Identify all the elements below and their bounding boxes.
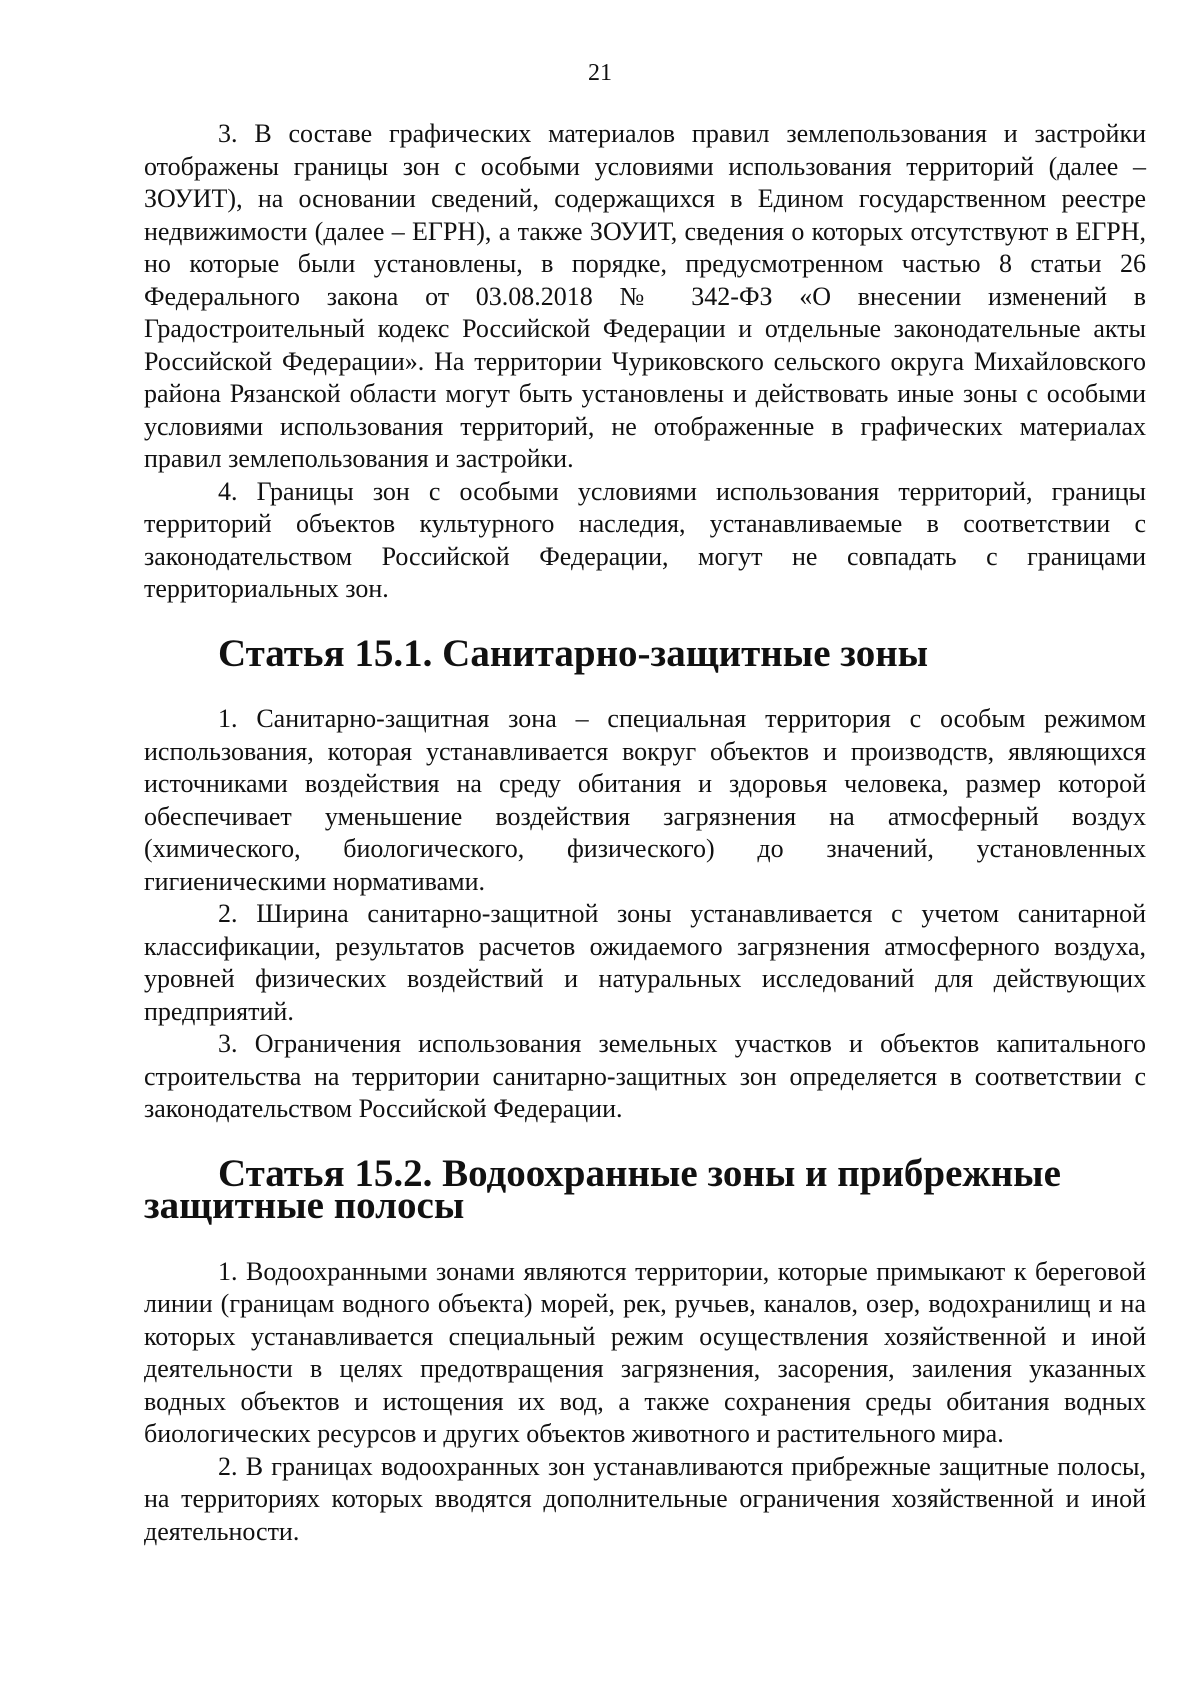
article-15-1-paragraph-1: 1. Санитарно-защитная зона – специальная территория с особым режимом использования, которая устанавливается вокруг объектов и производств, являющихся источниками воздействия на среду обитания и здоровья человека, размер которой обеспечивает уменьшение воздействия загрязнения на атмосферный воздух (химического, биологического, физического) до значений, установленных гигиеническими нормативами. [144,704,1146,896]
article-15-1-paragraph-2: 2. Ширина санитарно-защитной зоны устанавливается с учетом санитарной классификации, результатов расчетов ожидаемого загрязнения атмосферного воздуха, уровней физических воздействий и натуральных исследований для действующих предприятий. [144,899,1146,1026]
document-body [144,118,1146,1548]
article-15-2-paragraph-2: 2. В границах водоохранных зон устанавливаются прибрежные защитные полосы, на территориях которых вводятся дополнительные ограничения хозяйственной и иной деятельности. [144,1451,1146,1546]
paragraph-3-zouit-graphic-materials: 3. В составе графических материалов правил землепользования и застройки отображены границы зон с особыми условиями использования территорий (далее – ЗОУИТ), на основании сведений, содержащихся в Едином государственном реестре недвижимости (далее – ЕГРН), а также ЗОУИТ, сведения о которых отсутствуют в ЕГРН, но которые были установлены, в порядке, предусмотренном частью 8 статьи 26 Федерального закона от 03.08.2018 № 342-ФЗ «О внесении изменений в Градостроительный кодекс Российской Федерации и отдельные законодательные акты Российской Федерации». На территории Чуриковского сельского округа Михайловского района Рязанской области могут быть установлены и действовать иные зоны с особыми условиями использования территорий, не отображенные в графических материалах правил землепользования и застройки. [144,119,1146,473]
article-15-2-heading: Статья 15.2. Водоохранные зоны и прибрежные защитные полосы [144,1151,1061,1227]
article-15-1-heading: Статья 15.1. Санитарно-защитные зоны [218,631,929,675]
paragraph-4-zone-boundaries: 4. Границы зон с особыми условиями использования территорий, границы территорий объектов культурного наследия, устанавливаемые в соответствии с законодательством Российской Федерации, могут не совпадать с границами территориальных зон. [144,476,1146,603]
page-number: 21 [588,60,612,86]
article-15-1-paragraph-3: 3. Ограничения использования земельных участков и объектов капитального строительства на территории санитарно-защитных зон определяется в соответствии с законодательством Российской Федерации. [144,1029,1146,1123]
article-15-2-paragraph-1: 1. Водоохранными зонами являются территории, которые примыкают к береговой линии (границам водного объекта) морей, рек, ручьев, каналов, озер, водохранилищ и на которых устанавливается специальный режим осуществления хозяйственной и иной деятельности в целях предотвращения загрязнения, засорения, заиления указанных водных объектов и истощения их вод, а также сохранения среды обитания водных биологических ресурсов и других объектов животного и растительного мира. [144,1256,1146,1448]
